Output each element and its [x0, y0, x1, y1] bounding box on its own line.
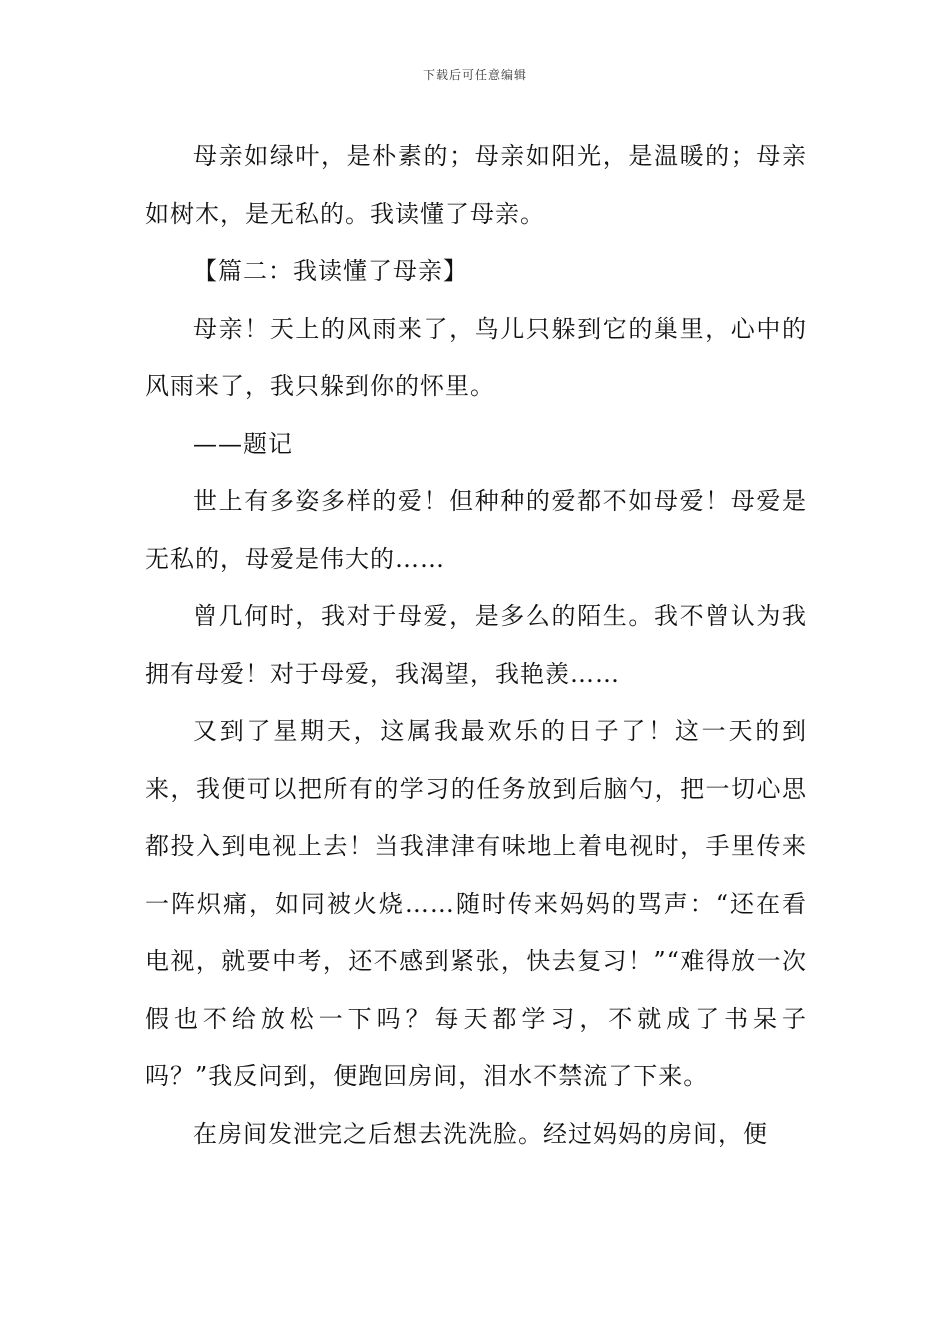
epigraph-attribution: ——题记: [193, 429, 293, 458]
paragraph-2: 世上有多姿多样的爱！但种种的爱都不如母爱！母爱是无私的，母爱是伟大的……: [145, 487, 807, 573]
page-header: 下载后可任意编辑: [422, 68, 527, 82]
paragraph-3: 曾几何时，我对于母爱，是多么的陌生。我不曾认为我拥有母爱！对于母爱，我渴望，我艳羡……: [145, 602, 807, 688]
paragraph-5: 在房间发泄完之后想去洗洗脸。经过妈妈的房间，便: [193, 1119, 768, 1148]
paragraph-4: 又到了星期天，这属我最欢乐的日子了！这一天的到来，我便可以把所有的学习的任务放到后脑勺，把一切心思都投入到电视上去！当我津津有味地上着电视时，手里传来一阵炽痛，如同被火烧……随时传来妈妈的骂声：“还在看电视，就要中考，还不感到紧张，快去复习！”“难得放一次假也不给放松一下吗？每天都学习，不就成了书呆子吗？”我反问到，便跑回房间，泪水不禁流了下来。: [145, 717, 807, 1090]
document-body: [145, 128, 807, 1163]
paragraph-1: 母亲如绿叶，是朴素的；母亲如阳光，是温暖的；母亲如树木，是无私的。我读懂了母亲。: [145, 142, 807, 228]
paragraph-epigraph: 母亲！天上的风雨来了，鸟儿只躲到它的巢里，心中的风雨来了，我只躲到你的怀里。: [145, 314, 807, 400]
section-heading: 【篇二：我读懂了母亲】: [193, 257, 468, 285]
